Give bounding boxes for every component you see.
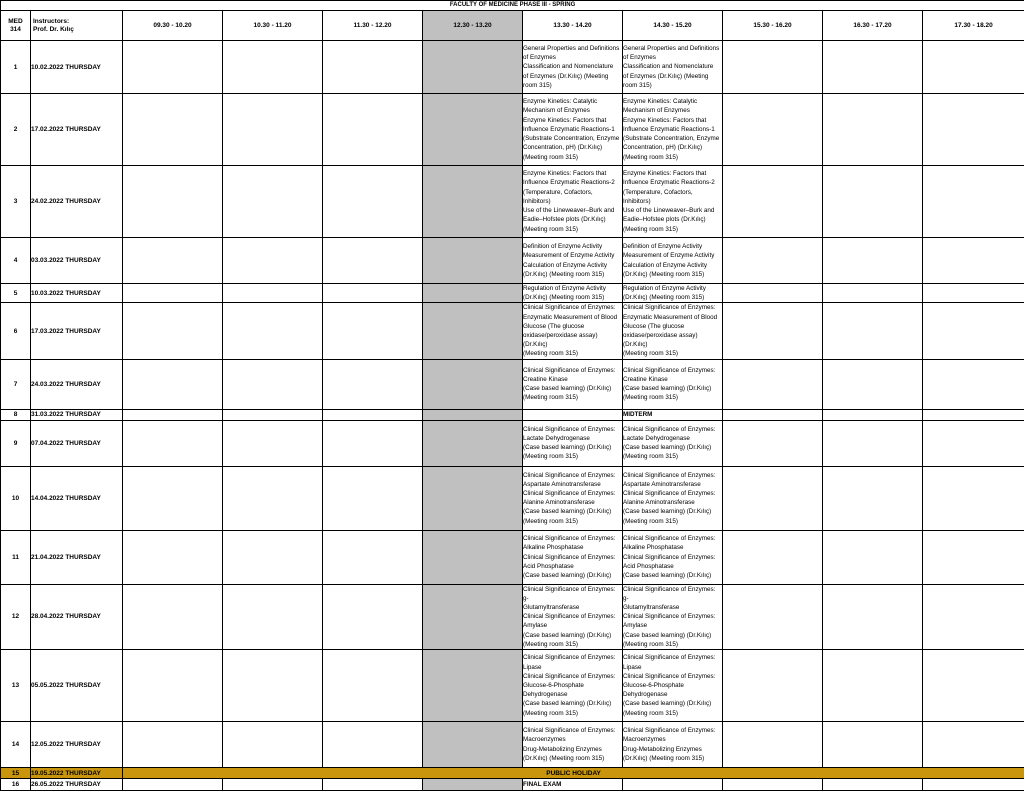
empty-cell [923,722,1024,768]
empty-cell [323,41,423,94]
empty-cell [223,303,323,359]
empty-cell [223,420,323,466]
empty-cell [123,722,223,768]
lecture-cell: Clinical Significance of Enzymes: Macroenzymes Drug-Metabolizing Enzymes (Dr.Kılıç) (Meeting room 315) [523,722,623,768]
lunch-break-cell [423,420,523,466]
lunch-break-cell [423,584,523,649]
lecture-cell: Clinical Significance of Enzymes: Alkaline Phosphatase Clinical Significance of Enzymes: Acid Phosphatase (Case based learning) (Dr.Kılıç) [523,530,623,584]
lecture-cell: Regulation of Enzyme Activity (Dr.Kılıç) (Meeting room 315) [623,284,723,303]
empty-cell [723,166,823,238]
lecture-cell: Clinical Significance of Enzymes: Lactate Dehydrogenase (Case based learning) (Dr.Kılıç) (Meeting room 315) [623,420,723,466]
empty-cell [123,41,223,94]
table-row [1,530,1024,584]
lecture-cell: Regulation of Enzyme Activity (Dr.Kılıç) (Meeting room 315) [523,284,623,303]
table-row [1,359,1024,409]
row-date: 10.03.2022 THURSDAY [31,284,123,303]
empty-cell [323,650,423,722]
lecture-cell: Clinical Significance of Enzymes: Lipase Clinical Significance of Enzymes: Glucose-6-Phosphate Dehydrogenase (Case based learning) (Dr.Kılıç) (Meeting room 315) [523,650,623,722]
lecture-cell: Clinical Significance of Enzymes: g- Glutamyltransferase Clinical Significance of Enzymes: Amylase (Case based learning) (Dr.Kılıç) (Meeting room 315) [523,584,623,649]
row-number: 4 [1,238,31,284]
empty-cell [923,584,1024,649]
row-date: 31.03.2022 THURSDAY [31,409,123,420]
empty-cell [123,303,223,359]
row-date: 05.05.2022 THURSDAY [31,650,123,722]
table-row [1,466,1024,530]
empty-cell [223,284,323,303]
schedule-title: FACULTY OF MEDICINE PHASE III - SPRING [1,1,1024,11]
table-row [1,166,1024,238]
empty-cell [323,303,423,359]
row-date: 10.02.2022 THURSDAY [31,41,123,94]
lunch-break-cell [423,94,523,166]
lunch-break-cell [423,166,523,238]
empty-cell [223,779,323,791]
lecture-cell: Clinical Significance of Enzymes: Creatine Kinase (Case based learning) (Dr.Kılıç) (Meeting room 315) [523,359,623,409]
empty-cell [323,359,423,409]
row-number: 16 [1,779,31,791]
empty-cell [223,94,323,166]
empty-cell [923,420,1024,466]
empty-cell [223,722,323,768]
row-number: 7 [1,359,31,409]
empty-cell [823,284,923,303]
table-row [1,284,1024,303]
empty-cell [823,530,923,584]
lunch-break-cell [423,650,523,722]
table-row [1,41,1024,94]
row-date: 19.05.2022 THURSDAY [31,768,123,779]
time-slot-header: 12.30 - 13.20 [423,11,523,41]
empty-cell [923,238,1024,284]
lunch-break-cell [423,779,523,791]
lunch-break-cell [423,530,523,584]
lunch-break-cell [423,359,523,409]
empty-cell [723,303,823,359]
time-slot-header: 10.30 - 11.20 [223,11,323,41]
empty-cell [723,284,823,303]
empty-cell [823,166,923,238]
final-exam-cell: FINAL EXAM [523,779,623,791]
lecture-cell: Enzyme Kinetics: Factors that Influence Enzymatic Reactions-2 (Temperature, Cofactors, Inhibitors) Use of the Lineweaver–Burk and Eadie–Hofstee plots (Dr.Kılıç) (Meeting room 315) [623,166,723,238]
empty-cell [723,584,823,649]
empty-cell [223,584,323,649]
empty-cell [223,409,323,420]
lecture-cell: General Properties and Definitions of Enzymes Classification and Nomenclature of Enzymes (Dr.Kılıç) (Meeting room 315) [523,41,623,94]
row-date: 12.05.2022 THURSDAY [31,722,123,768]
empty-cell [723,466,823,530]
lecture-cell: Enzyme Kinetics: Factors that Influence Enzymatic Reactions-2 (Temperature, Cofactors, Inhibitors) Use of the Lineweaver–Burk and Eadie–Hofstee plots (Dr.Kılıç) (Meeting room 315) [523,166,623,238]
time-slot-header: 11.30 - 12.20 [323,11,423,41]
lunch-break-cell [423,466,523,530]
empty-cell [323,584,423,649]
row-number: 11 [1,530,31,584]
empty-cell [823,409,923,420]
row-date: 17.03.2022 THURSDAY [31,303,123,359]
empty-cell [923,650,1024,722]
lecture-cell: Definition of Enzyme Activity Measurement of Enzyme Activity Calculation of Enzyme Activity (Dr.Kılıç) (Meeting room 315) [623,238,723,284]
empty-cell [823,584,923,649]
empty-cell [923,779,1024,791]
row-number: 10 [1,466,31,530]
lunch-break-cell [423,238,523,284]
table-row [1,420,1024,466]
empty-cell [923,94,1024,166]
empty-cell [123,779,223,791]
empty-cell [723,779,823,791]
empty-cell [723,409,823,420]
empty-cell [223,41,323,94]
empty-cell [123,409,223,420]
empty-cell [123,650,223,722]
lecture-cell: Clinical Significance of Enzymes: Aspartate Aminotransferase Clinical Significance of Enzymes: Alanine Aminotransferase (Case based learning) (Dr.Kılıç) (Meeting room 315) [623,466,723,530]
lecture-cell: Clinical Significance of Enzymes: Alkaline Phosphatase Clinical Significance of Enzymes: Acid Phosphatase (Case based learning) (Dr.Kılıç) [623,530,723,584]
row-date: 24.02.2022 THURSDAY [31,166,123,238]
empty-cell [623,779,723,791]
lunch-break-cell [423,722,523,768]
empty-cell [823,238,923,284]
table-row [1,779,1024,791]
row-number: 9 [1,420,31,466]
empty-cell [323,420,423,466]
empty-cell [723,359,823,409]
row-date: 21.04.2022 THURSDAY [31,530,123,584]
empty-cell [323,284,423,303]
empty-cell [723,238,823,284]
empty-cell [323,166,423,238]
lecture-cell: Clinical Significance of Enzymes: Aspartate Aminotransferase Clinical Significance of Enzymes: Alanine Aminotransferase (Case based learning) (Dr.Kılıç) (Meeting room 315) [523,466,623,530]
empty-cell [823,303,923,359]
empty-cell [923,359,1024,409]
time-slot-header: 17.30 - 18.20 [923,11,1024,41]
header-row [1,11,1024,41]
row-number: 8 [1,409,31,420]
row-number: 5 [1,284,31,303]
empty-cell [223,466,323,530]
time-slot-header: 15.30 - 16.20 [723,11,823,41]
lecture-cell: Enzyme Kinetics: Catalytic Mechanism of Enzymes Enzyme Kinetics: Factors that Influence Enzymatic Reactions-1 (Substrate Concentration, Enzyme Concentration, pH) (Dr.Kılıç) (Meeting room 315) [523,94,623,166]
empty-cell [823,94,923,166]
lecture-cell: MIDTERM [623,409,723,420]
empty-cell [923,303,1024,359]
lecture-cell: General Properties and Definitions of Enzymes Classification and Nomenclature of Enzymes (Dr.Kılıç) (Meeting room 315) [623,41,723,94]
empty-cell [823,420,923,466]
lecture-cell: Clinical Significance of Enzymes: Enzymatic Measurement of Blood Glucose (The glucose oxidase/peroxidase assay) (Dr.Kılıç) (Meeting room 315) [623,303,723,359]
row-number: 1 [1,41,31,94]
empty-cell [323,779,423,791]
empty-cell [323,530,423,584]
row-date: 26.05.2022 THURSDAY [31,779,123,791]
row-number: 12 [1,584,31,649]
empty-cell [823,779,923,791]
empty-cell [923,530,1024,584]
empty-cell [823,650,923,722]
empty-cell [123,284,223,303]
row-number: 3 [1,166,31,238]
table-row [1,94,1024,166]
lecture-cell: Enzyme Kinetics: Catalytic Mechanism of Enzymes Enzyme Kinetics: Factors that Influence Enzymatic Reactions-1 (Substrate Concentration, Enzyme Concentration, pH) (Dr.Kılıç) (Meeting room 315) [623,94,723,166]
row-number: 2 [1,94,31,166]
empty-cell [723,420,823,466]
empty-cell [723,41,823,94]
instructors-label: Instructors: Prof. Dr. Kılıç [31,11,123,41]
row-date: 07.04.2022 THURSDAY [31,420,123,466]
table-row [1,238,1024,284]
time-slot-header: 09.30 - 10.20 [123,11,223,41]
table-row [1,650,1024,722]
empty-cell [323,409,423,420]
lecture-cell [523,409,623,420]
row-date: 17.02.2022 THURSDAY [31,94,123,166]
lunch-break-cell [423,41,523,94]
table-row [1,722,1024,768]
empty-cell [123,94,223,166]
lunch-break-cell [423,284,523,303]
empty-cell [923,466,1024,530]
empty-cell [123,359,223,409]
row-number: 14 [1,722,31,768]
empty-cell [923,284,1024,303]
public-holiday-label: PUBLIC HOLIDAY [123,768,1024,779]
lecture-cell: Clinical Significance of Enzymes: g- Glutamyltransferase Clinical Significance of Enzymes: Amylase (Case based learning) (Dr.Kılıç) (Meeting room 315) [623,584,723,649]
empty-cell [823,41,923,94]
table-row [1,409,1024,420]
empty-cell [723,530,823,584]
holiday-row [1,768,1024,779]
empty-cell [723,722,823,768]
empty-cell [123,166,223,238]
table-row [1,584,1024,649]
lecture-cell: Clinical Significance of Enzymes: Lactate Dehydrogenase (Case based learning) (Dr.Kılıç) (Meeting room 315) [523,420,623,466]
empty-cell [723,94,823,166]
lecture-cell: Clinical Significance of Enzymes: Lipase Clinical Significance of Enzymes: Glucose-6-Phosphate Dehydrogenase (Case based learning) (Dr.Kılıç) (Meeting room 315) [623,650,723,722]
row-date: 28.04.2022 THURSDAY [31,584,123,649]
empty-cell [823,359,923,409]
empty-cell [323,722,423,768]
empty-cell [123,420,223,466]
table-row [1,303,1024,359]
row-date: 14.04.2022 THURSDAY [31,466,123,530]
lunch-break-cell [423,303,523,359]
empty-cell [323,466,423,530]
lunch-break-cell [423,409,523,420]
empty-cell [223,359,323,409]
empty-cell [723,650,823,722]
row-date: 24.03.2022 THURSDAY [31,359,123,409]
empty-cell [123,584,223,649]
empty-cell [823,722,923,768]
empty-cell [223,530,323,584]
empty-cell [123,530,223,584]
empty-cell [323,94,423,166]
row-date: 03.03.2022 THURSDAY [31,238,123,284]
empty-cell [923,41,1024,94]
empty-cell [123,466,223,530]
empty-cell [323,238,423,284]
lecture-cell: Clinical Significance of Enzymes: Enzymatic Measurement of Blood Glucose (The glucose oxidase/peroxidase assay) (Dr.Kılıç) (Meeting room 315) [523,303,623,359]
row-number: 15 [1,768,31,779]
empty-cell [823,466,923,530]
empty-cell [223,650,323,722]
lecture-cell: Clinical Significance of Enzymes: Creatine Kinase (Case based learning) (Dr.Kılıç) (Meeting room 315) [623,359,723,409]
lecture-cell: Definition of Enzyme Activity Measurement of Enzyme Activity Calculation of Enzyme Activity (Dr.Kılıç) (Meeting room 315) [523,238,623,284]
row-number: 6 [1,303,31,359]
lecture-cell: Clinical Significance of Enzymes: Macroenzymes Drug-Metabolizing Enzymes (Dr.Kılıç) (Meeting room 315) [623,722,723,768]
empty-cell [123,238,223,284]
time-slot-header: 13.30 - 14.20 [523,11,623,41]
empty-cell [923,409,1024,420]
empty-cell [223,238,323,284]
empty-cell [223,166,323,238]
time-slot-header: 14.30 - 15.20 [623,11,723,41]
empty-cell [923,166,1024,238]
course-code: MED 314 [1,11,31,41]
time-slot-header: 16.30 - 17.20 [823,11,923,41]
row-number: 13 [1,650,31,722]
